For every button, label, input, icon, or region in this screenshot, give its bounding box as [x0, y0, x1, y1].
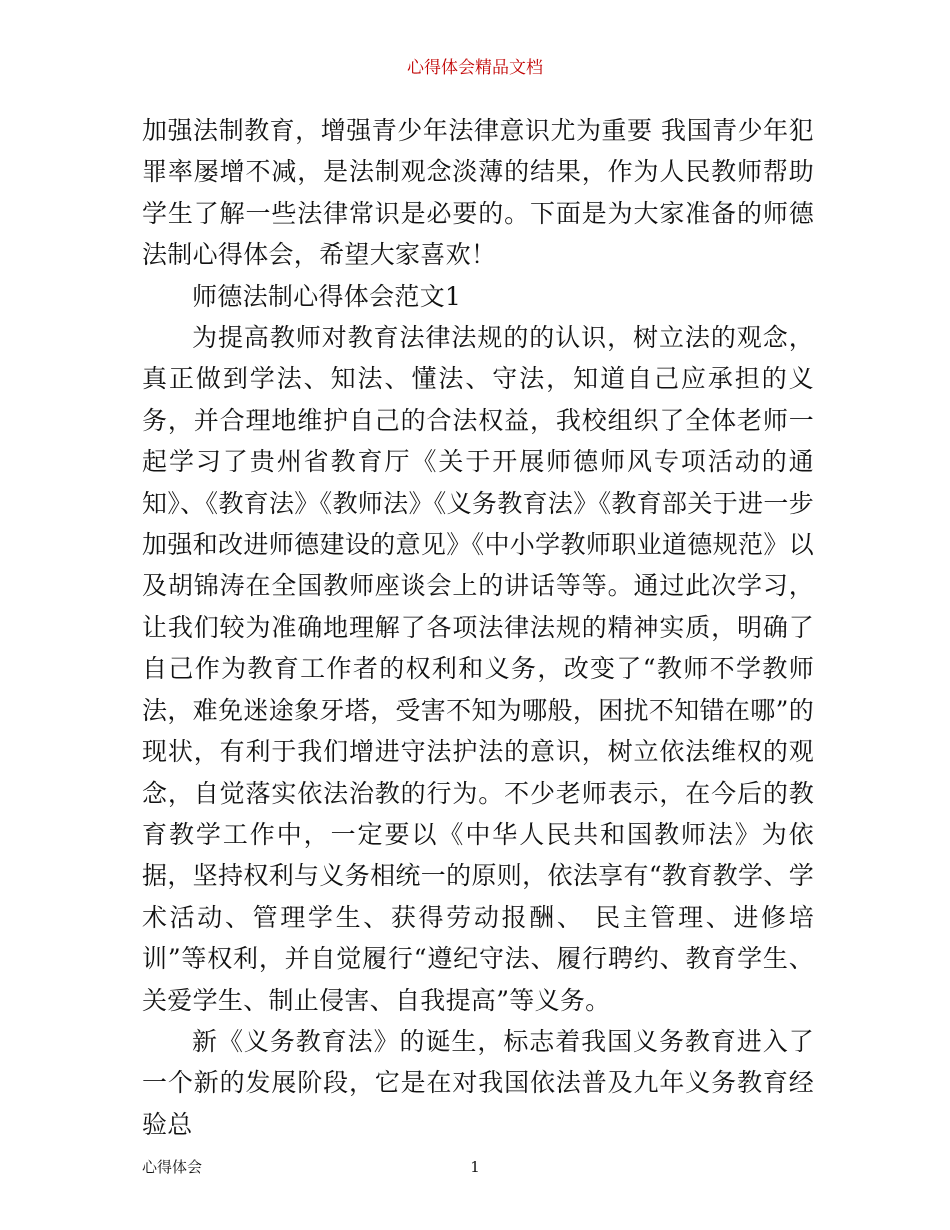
- paragraph-main: 为提高教师对教育法律法规的的认识，树立法的观念，真正做到学法、知法、懂法、守法，知道自己应承担的义务，并合理地维护自己的合法权益，我校组织了全体老师一起学习了贵州省教育厅《关于开展师德师风专项活动的通知》、《教育法》《教师法》《义务教育法》《教育部关于进一步加强和改进师德建设的意见》《中小学教师职业道德规范》以及胡锦涛在全国教师座谈会上的讲话等等。通过此次学习，让我们较为准确地理解了各项法律法规的精神实质，明确了自己作为教育工作者的权利和义务，改变了“教师不学教师法，难免迷途象牙塔，受害不知为哪般，困扰不知错在哪”的现状，有利于我们增进守法护法的意识，树立依法维权的观念，自觉落实依法治教的行为。不少老师表示，在今后的教育教学工作中，一定要以《中华人民共和国教师法》为依据，坚持权利与义务相统一的原则，依法享有“教育教学、学术活动、管理学生、获得劳动报酬、 民主管理、进修培训”等权利，并自觉履行“遵纪守法、履行聘约、教育学生、关爱学生、制止侵害、自我提高”等义务。: [142, 323, 814, 1015]
- header-title: 心得体会精品文档: [407, 58, 543, 78]
- document-body: [142, 110, 814, 1145]
- footer-label: 心得体会: [142, 1158, 203, 1176]
- section-heading: 师德法制心得体会范文1: [192, 281, 462, 311]
- paragraph-intro: 加强法制教育，增强青少年法律意识尤为重要 我国青少年犯罪率屡增不减，是法制观念淡薄的结果，作为人民教师帮助学生了解一些法律常识是必要的。下面是为大家准备的师德法制心得体会，希望大家喜欢！: [142, 116, 814, 270]
- page-number: 1: [470, 1158, 480, 1176]
- paragraph-continued: 新《义务教育法》的诞生，标志着我国义务教育进入了一个新的发展阶段，它是在对我国依法普及九年义务教育经验总: [142, 1026, 814, 1139]
